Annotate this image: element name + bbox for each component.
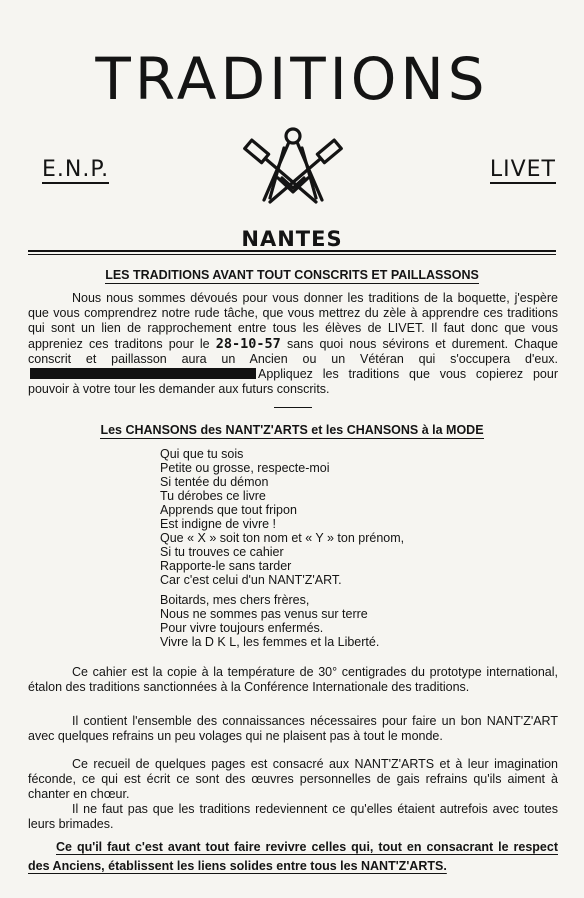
- closing-statement: Ce qu'il faut c'est avant tout faire revivre celles qui, tout en consacrant le respect des Anciens, établissent les liens solides entre tous les NANT'Z'ARTS.: [28, 840, 558, 873]
- handwritten-date: 28-10-57: [215, 335, 281, 352]
- compass-and-hammers-icon: [238, 122, 348, 208]
- paragraph: Il contient l'ensemble des connaissances nécessaires pour faire un bon NANT'Z'ART avec quelques refrains un peu volages qui ne plaisent pas à tout le monde.: [28, 714, 558, 744]
- section-heading-songs: Les CHANSONS des NANT'Z'ARTS et les CHANSONS à la MODE: [100, 423, 484, 437]
- section-heading-traditions: LES TRADITIONS AVANT TOUT CONSCRITS ET PAILLASSONS: [105, 268, 479, 282]
- header-divider: [28, 250, 556, 255]
- school-label: E.N.P.: [42, 157, 110, 182]
- poem-verse-2: Boitards, mes chers frères, Nous ne sommes pas venus sur terre Pour vivre toujours enfermés. Vivre la D K L, les femmes et la Liberté.: [160, 593, 380, 649]
- page-title: TRADITIONS: [95, 45, 489, 113]
- poem-verse-1: Qui que tu sois Petite ou grosse, respecte-moi Si tentée du démon Tu dérobes ce livre Apprends que tout fripon Est indigne de vivre ! Que « X » soit ton nom et « Y » ton prénom, Si tu trouves ce cahier Rapporte-le sans tarder Car c'est celui d'un NANT'Z'ART.: [160, 447, 405, 587]
- paragraph: Il ne faut pas que les traditions redeviennent ce qu'elles étaient autrefois avec toutes leurs brimades.: [28, 802, 558, 832]
- school-name-label: LIVET: [489, 157, 556, 182]
- redacted-block: [30, 368, 256, 379]
- paragraph: Ce recueil de quelques pages est consacré aux NANT'Z'ARTS et à leur imagination féconde, ce qui est écrit ce sont des œuvres personnelles de gais refrains qu'ils aiment à chanter en chœur.: [28, 757, 558, 802]
- section-divider: [274, 407, 312, 408]
- intro-paragraph: Nous nous sommes dévoués pour vous donner les traditions de la boquette, j'espère que vous comprendrez notre rude tâche, que vous mettrez du zèle à apprendre ces traditions qui sont un lien de rapprochement entre tous les élèves de LIVET. Il faut donc que vous appreniez ces traditons pour le 28-10-57 sans quoi nous sévirons et durement. Chaque conscrit et paillasson aura un Ancien ou un Vétéran qui s'occupera d'eux.Appliquez les traditions que vous copierez pour pouvoir à votre tour les demander aux futurs conscrits.: [28, 291, 559, 397]
- paragraph: Ce cahier est la copie à la température de 30° centigrades du prototype international, étalon des traditions sanctionnées à la Conférence Internationale des traditions.: [28, 665, 558, 695]
- city-label: NANTES: [241, 227, 343, 251]
